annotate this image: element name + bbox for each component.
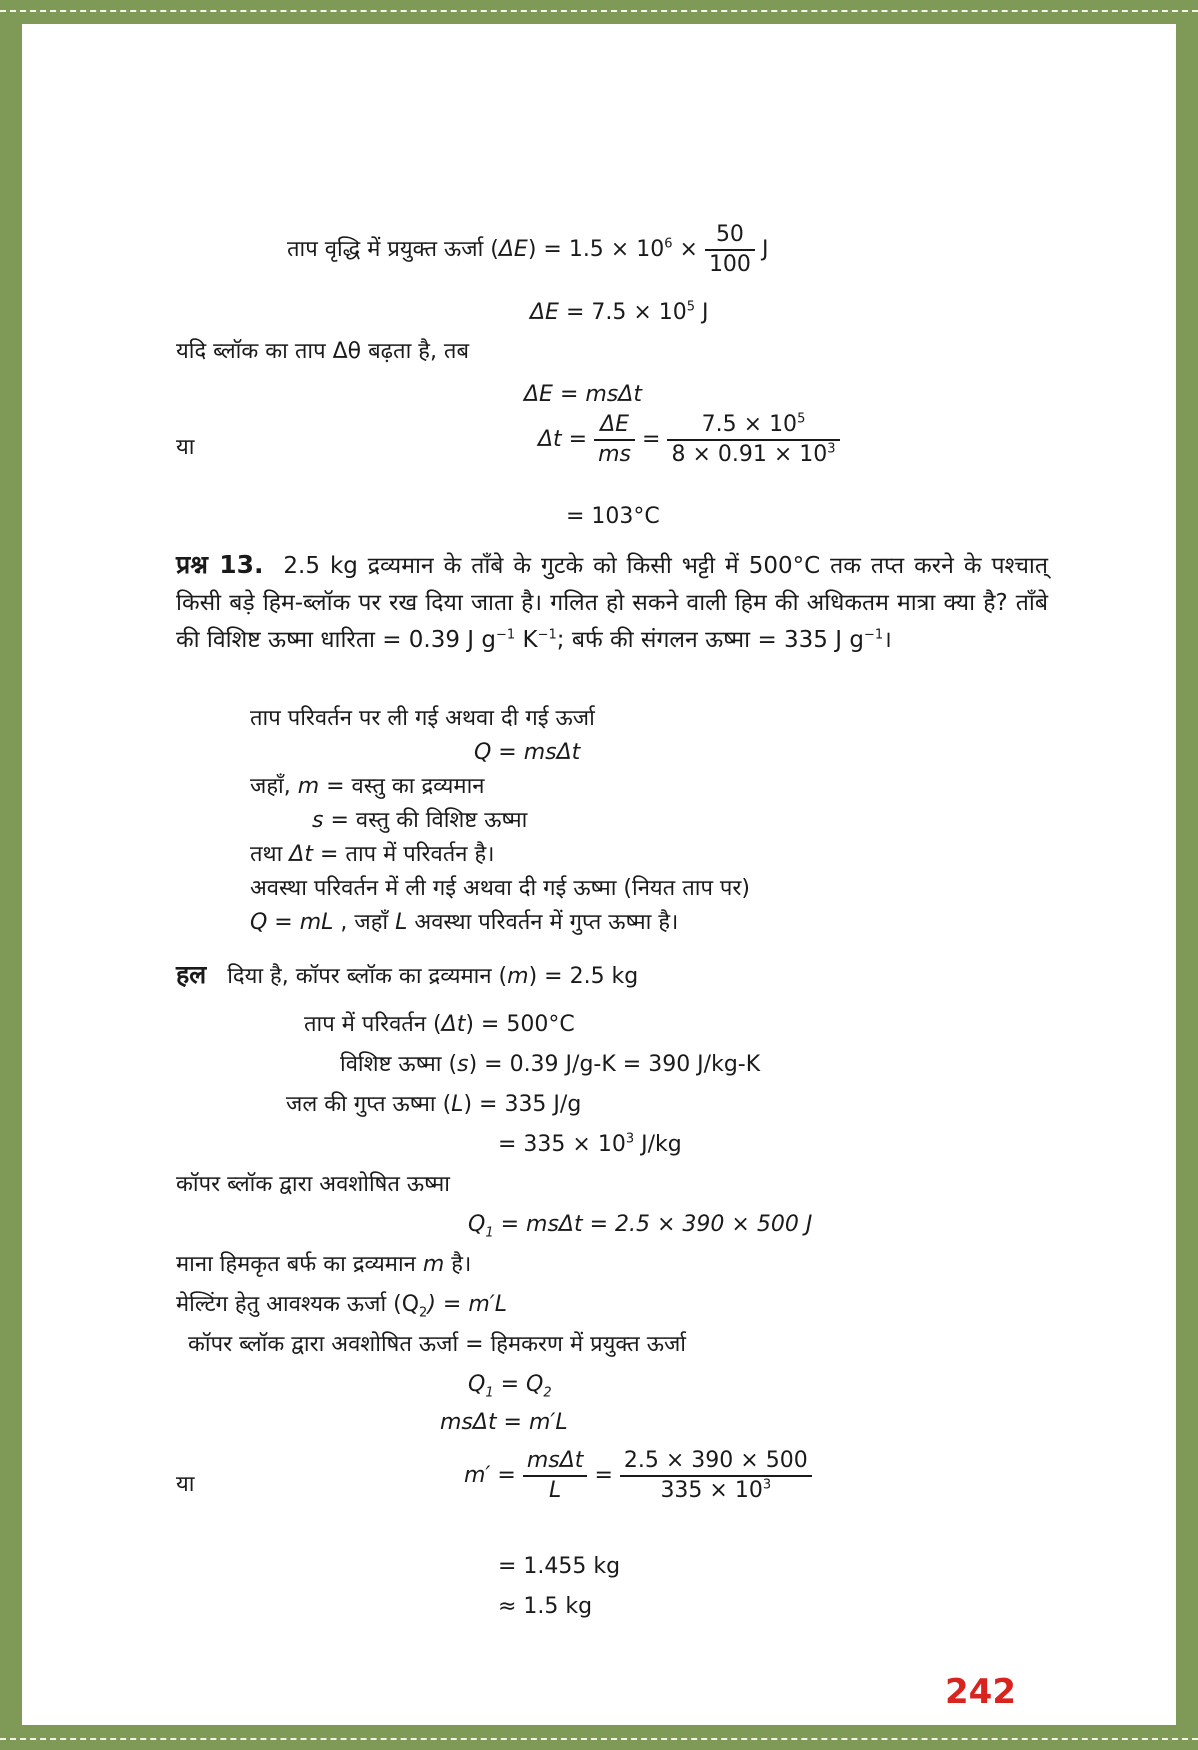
- delta-e-symbol: ΔE: [530, 300, 559, 325]
- numerator-base: 7.5 × 10: [701, 412, 798, 437]
- solution-latent-heat: [286, 1090, 581, 1120]
- solution-text: जल की गुप्त ऊष्मा (: [286, 1092, 452, 1117]
- solution-text: ) = 500°C: [465, 1012, 575, 1037]
- block-temp-rise-text: यदि ब्लॉक का ताप Δθ बढ़ता है, तब: [176, 339, 470, 364]
- equals-sign: =: [594, 1463, 613, 1488]
- symbol-s: s: [312, 808, 324, 833]
- symbol-s: s: [457, 1052, 469, 1077]
- question-text: 2.5 kg द्रव्यमान के ताँबे के गुटके को किसी भट्टी में 500°C तक तप्त करने के पश्चात् किसी बड़े हिम-ब्लॉक पर रख दिया जाता है। गलित हो सकने वाली हिम की अधिकतम मात्रा क्या है? ताँबे की विशिष्ट ऊष्मा धारिता = 0.39 J g: [176, 553, 1048, 653]
- fraction-numerator: 2.5 × 390 × 500: [620, 1447, 812, 1477]
- page-number: 242: [945, 1672, 1016, 1712]
- formula-delta-e: ΔE = msΔt: [524, 382, 642, 407]
- note-s: [312, 806, 527, 836]
- subscript: 2: [543, 1385, 552, 1401]
- solution-text: मेल्टिंग हेतु आवश्यक ऊर्जा (Q: [176, 1292, 420, 1317]
- note-latent-heat: [250, 908, 678, 938]
- solution-text: है।: [444, 1252, 472, 1277]
- bottom-dashed-border: [0, 1738, 1198, 1740]
- denominator-base: 335 × 10: [660, 1478, 763, 1503]
- energy-value: ) = 1.5 × 10: [527, 237, 665, 262]
- fraction-ms-dt-over-l: [523, 1447, 588, 1505]
- solution-m-prime-equation: [464, 1446, 812, 1506]
- solution-text: दिया है, कॉपर ब्लॉक का द्रव्यमान (: [227, 964, 508, 989]
- solution-text: ) = 0.39 J/g-K = 390 J/kg-K: [468, 1052, 761, 1077]
- ya-label: या: [176, 435, 195, 460]
- solution-q1: [468, 1210, 812, 1240]
- fraction-denominator: [620, 1477, 812, 1505]
- solution-text: = 335 × 10: [498, 1132, 626, 1157]
- note-heat-exchange: ताप परिवर्तन पर ली गई अथवा दी गई ऊर्जा: [250, 706, 595, 731]
- symbol-m: m: [422, 1252, 445, 1277]
- fraction-numerator: 50: [705, 221, 755, 251]
- solution-latent-heat-si: [498, 1130, 682, 1160]
- fraction-numerator: msΔt: [523, 1447, 588, 1477]
- solution-result-1: = 1.455 kg: [498, 1554, 621, 1579]
- fraction-denominator: [667, 441, 839, 469]
- fraction-numerator: [667, 411, 839, 441]
- delta-e-symbol: ΔE: [498, 237, 528, 262]
- document-page: [22, 24, 1176, 1725]
- question-label: प्रश्न 13.: [176, 550, 264, 579]
- solution-ms-dt-eq: msΔt = m′L: [440, 1410, 568, 1435]
- solution-assume-mass: [176, 1250, 471, 1280]
- exponent: −1: [537, 627, 557, 643]
- solution-text: J/kg: [634, 1132, 682, 1157]
- ya-label-2: या: [176, 1472, 195, 1497]
- solution-absorbed-heat-label: कॉपर ब्लॉक द्वारा अवशोषित ऊष्मा: [176, 1172, 450, 1197]
- exponent: 5: [797, 411, 806, 427]
- exponent: 6: [664, 236, 673, 252]
- note-state-change: अवस्था परिवर्तन में ली गई अथवा दी गई ऊष्मा (नियत ताप पर): [250, 876, 751, 901]
- solution-text: = Q: [493, 1372, 544, 1397]
- note-text: जहाँ,: [250, 774, 298, 799]
- exponent: 5: [686, 299, 696, 315]
- question-text: ।: [883, 627, 892, 653]
- solution-text: = msΔt = 2.5 × 390 × 500 J: [493, 1212, 813, 1237]
- note-where-m: [250, 772, 485, 802]
- solution-result-2: ≈ 1.5 kg: [498, 1594, 593, 1619]
- delta-t-equation: [538, 410, 840, 470]
- exponent: 3: [762, 1477, 772, 1493]
- question-text: ; बर्फ की संगलन ऊष्मा = 335 J g: [556, 627, 864, 653]
- subscript: 1: [485, 1225, 494, 1241]
- fraction-numeric: [667, 411, 839, 469]
- delta-e-result: [530, 298, 709, 328]
- solution-temp-change: [304, 1010, 575, 1040]
- exponent: 3: [625, 1131, 635, 1147]
- fraction-50-100: [705, 221, 755, 279]
- symbol-m: m: [507, 964, 529, 989]
- fraction-denominator: ms: [598, 442, 632, 467]
- formula-q-ml: Q = mL: [250, 910, 334, 935]
- equals-sign: =: [642, 427, 661, 452]
- symbol-l: L: [395, 910, 408, 935]
- exponent: −1: [863, 627, 884, 643]
- note-text: तथा: [250, 842, 290, 867]
- fraction-numeric: [620, 1447, 812, 1505]
- symbol-delta-t: Δt: [289, 842, 313, 867]
- solution-q1-equals-q2: [468, 1370, 552, 1400]
- note-formula-q: Q = msΔt: [474, 740, 581, 765]
- note-text: = वस्तु की विशिष्ट ऊष्मा: [323, 808, 528, 833]
- solution-text: ) = m′L: [427, 1292, 507, 1317]
- denominator-base: 8 × 0.91 × 10: [671, 442, 828, 467]
- solution-text: ताप में परिवर्तन (: [304, 1012, 442, 1037]
- unit-joule: J: [761, 237, 769, 262]
- note-text: = ताप में परिवर्तन है।: [312, 842, 495, 867]
- fraction-denominator: 100: [708, 252, 751, 277]
- question-13: [176, 546, 1048, 659]
- energy-label: ताप वृद्धि में प्रयुक्त ऊर्जा (: [287, 237, 499, 262]
- note-delta-t: [250, 840, 494, 870]
- delta-e-value: = 7.5 × 10: [558, 300, 687, 325]
- question-text: K: [515, 627, 538, 653]
- symbol-q: Q: [468, 1372, 486, 1397]
- solution-melting-energy: [176, 1290, 507, 1320]
- exponent: −1: [496, 627, 516, 643]
- note-text: = वस्तु का द्रव्यमान: [319, 774, 485, 799]
- note-text: , जहाँ: [333, 910, 396, 935]
- symbol-delta-t: Δt: [441, 1012, 466, 1037]
- top-dashed-border: [0, 10, 1198, 12]
- note-text: अवस्था परिवर्तन में गुप्त ऊष्मा है।: [407, 910, 679, 935]
- solution-specific-heat: [340, 1050, 760, 1080]
- solution-text: ) = 335 J/g: [463, 1092, 582, 1117]
- solution-text: ) = 2.5 kg: [528, 964, 639, 989]
- unit-joule: J: [695, 300, 709, 325]
- energy-used-line: [287, 220, 768, 280]
- subscript: 2: [419, 1305, 428, 1321]
- symbol-q: Q: [468, 1212, 486, 1237]
- fraction-delta-e-over-ms: [594, 411, 635, 469]
- delta-t-result: = 103°C: [566, 504, 660, 529]
- solution-given-mass: [176, 960, 638, 992]
- fraction-numerator: ΔE: [594, 411, 635, 441]
- delta-t-lhs: Δt =: [538, 427, 588, 452]
- fraction-denominator: L: [549, 1478, 562, 1503]
- exponent: 3: [827, 441, 836, 457]
- symbol-l: L: [451, 1092, 464, 1117]
- subscript: 1: [485, 1385, 494, 1401]
- symbol-m: m: [297, 774, 320, 799]
- m-prime-lhs: m′ =: [464, 1463, 516, 1488]
- solution-text: विशिष्ट ऊष्मा (: [340, 1052, 458, 1077]
- solution-label: हल: [176, 960, 207, 989]
- solution-energy-balance: कॉपर ब्लॉक द्वारा अवशोषित ऊर्जा = हिमकरण में प्रयुक्त ऊर्जा: [188, 1332, 686, 1357]
- solution-text: माना हिमकृत बर्फ का द्रव्यमान: [176, 1252, 423, 1277]
- times-sign: ×: [672, 237, 698, 262]
